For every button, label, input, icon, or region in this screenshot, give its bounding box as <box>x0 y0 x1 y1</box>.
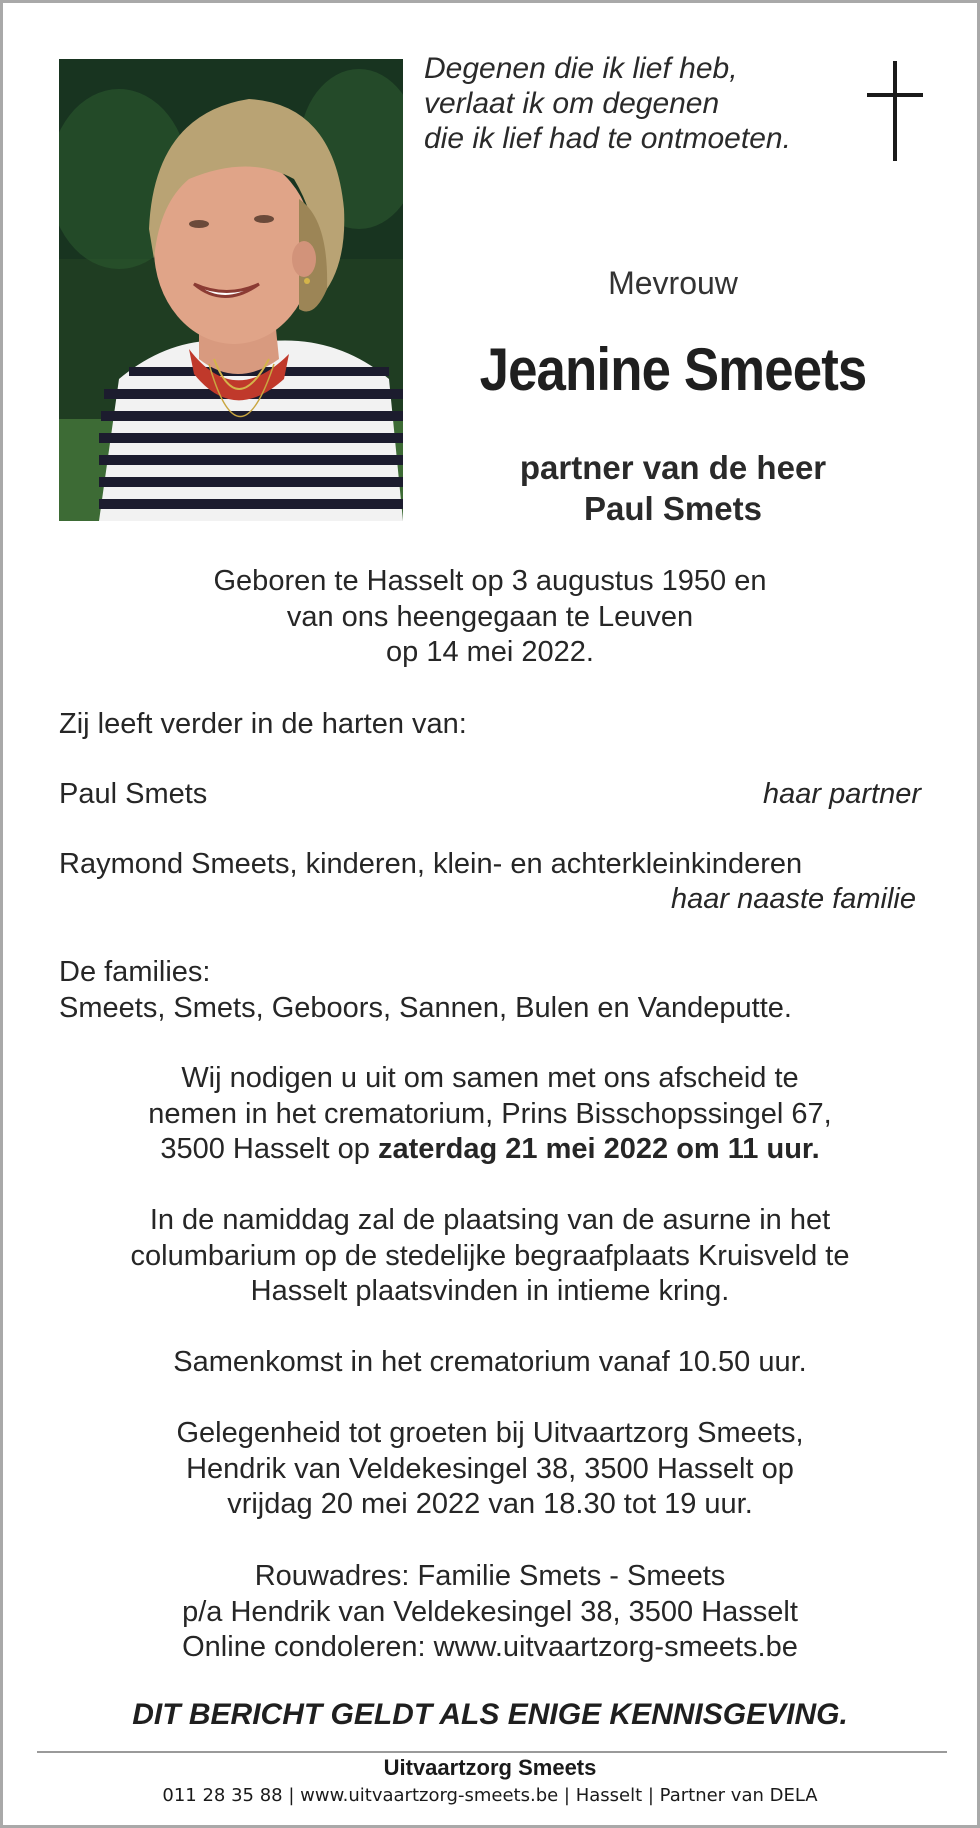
condolence-link[interactable]: Online condoleren: www.uitvaartzorg-smeets.be <box>182 1631 798 1663</box>
quote-line: Degenen die ik lief heb, <box>424 52 738 85</box>
memorial-quote <box>424 51 844 156</box>
notice-banner: DIT BERICHT GELDT ALS ENIGE KENNISGEVING. <box>132 1698 848 1731</box>
birth-death-info <box>59 564 921 671</box>
mourning-address <box>59 1559 921 1666</box>
death-date-line: op 14 mei 2022. <box>386 636 594 668</box>
invitation-line: nemen in het crematorium, Prins Bisschopssingel 67, <box>148 1097 832 1130</box>
portrait-photo <box>59 59 403 521</box>
visitation-line: Gelegenheid tot groeten bij Uitvaartzorg Smeets, <box>176 1417 804 1449</box>
urn-line: Hasselt plaatsvinden in intieme kring. <box>250 1275 730 1307</box>
address-line: p/a Hendrik van Veldekesingel 38, 3500 Hasselt <box>182 1595 798 1628</box>
invitation-line <box>59 1132 921 1168</box>
honorific: Mevrouw <box>608 265 738 301</box>
death-line: van ons heengegaan te Leuven <box>286 600 694 633</box>
birth-line: Geboren te Hasselt op 3 augustus 1950 en <box>213 565 767 597</box>
families-label: De families: <box>59 956 211 988</box>
ceremony-datetime: zaterdag 21 mei 2022 om 11 uur. <box>377 1133 820 1165</box>
families <box>59 955 921 1026</box>
quote-line: die ik lief had te ontmoeten. <box>424 122 791 155</box>
cross-icon <box>865 61 925 161</box>
survivor-entry <box>59 848 921 881</box>
partner-line: partner van de heer <box>519 449 827 486</box>
partner-info <box>423 447 923 529</box>
urn-placement <box>59 1203 921 1310</box>
urn-line: columbarium op de stedelijke begraafplaats Kruisveld te <box>130 1239 850 1272</box>
quote-line: verlaat ik om degenen <box>424 87 720 120</box>
footer-company: Uitvaartzorg Smeets <box>383 1755 597 1780</box>
visitation-line: vrijdag 20 mei 2022 van 18.30 tot 19 uur. <box>227 1488 753 1520</box>
deceased-name: Jeanine Smeets <box>479 336 867 403</box>
survivor-name: Raymond Smeets, kinderen, klein- en achterkleinkinderen <box>59 848 803 880</box>
urn-line: In de namiddag zal de plaatsing van de asurne in het <box>149 1204 831 1236</box>
survivors-intro: Zij leeft verder in de harten van: <box>59 708 467 740</box>
address-line: Rouwadres: Familie Smets - Smeets <box>254 1560 726 1592</box>
survivor-relation: haar partner <box>763 778 921 810</box>
gathering-info: Samenkomst in het crematorium vanaf 10.50 uur. <box>173 1346 807 1378</box>
ceremony-invitation <box>59 1061 921 1168</box>
invitation-line: Wij nodigen u uit om samen met ons afscheid te <box>181 1062 799 1094</box>
visitation-info <box>59 1416 921 1523</box>
invitation-place: 3500 Hasselt op <box>160 1133 378 1165</box>
survivor-relation: haar naaste familie <box>670 883 916 915</box>
survivor-entry <box>59 778 921 811</box>
footer-details: 011 28 35 88 | www.uitvaartzorg-smeets.be | Hasselt | Partner van DELA <box>162 1785 818 1806</box>
footer-divider <box>37 1751 947 1753</box>
families-list: Smeets, Smets, Geboors, Sannen, Bulen en Vandeputte. <box>59 991 792 1024</box>
survivor-name: Paul Smets <box>59 778 208 810</box>
partner-name: Paul Smets <box>584 490 762 527</box>
visitation-line: Hendrik van Veldekesingel 38, 3500 Hasselt op <box>186 1452 794 1485</box>
